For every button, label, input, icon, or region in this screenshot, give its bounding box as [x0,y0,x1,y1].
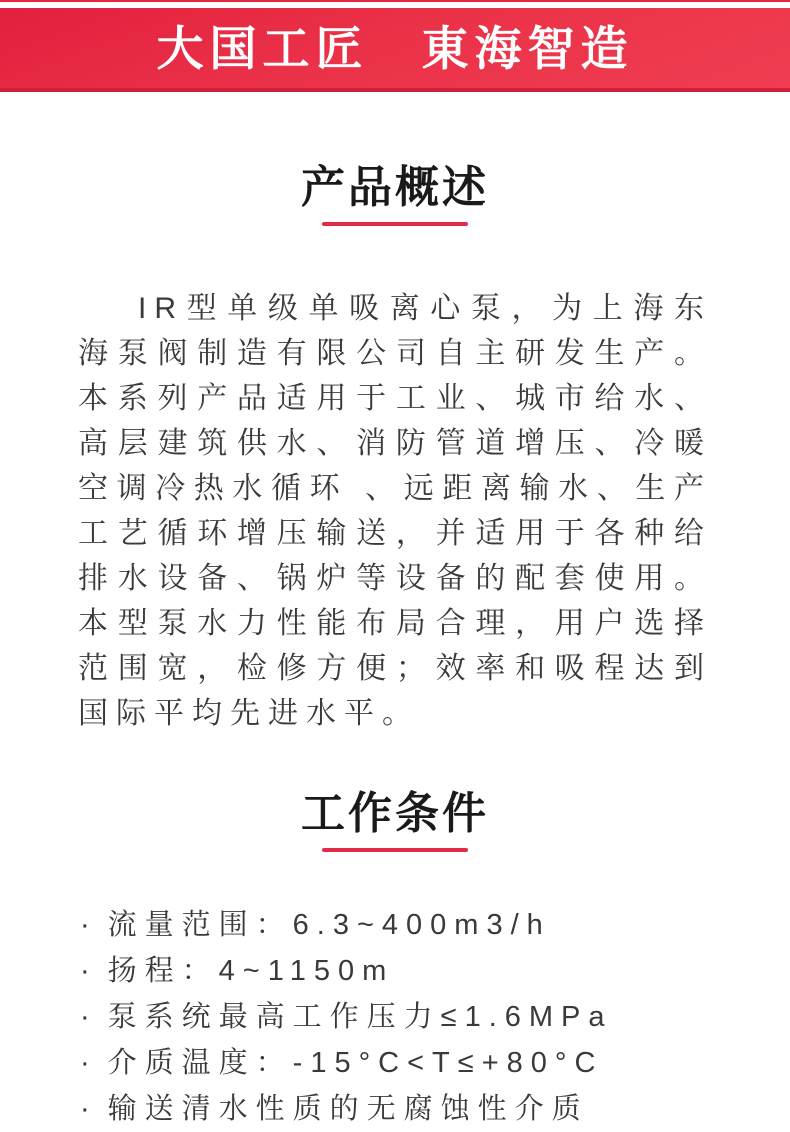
bullet-dot-icon: · [80,1092,98,1125]
list-item [80,902,730,948]
list-item [80,1040,730,1086]
overview-heading-underline [322,222,468,226]
top-accent-line [0,0,790,2]
condition-medium-type: 输送清水性质的无腐蚀性介质 [107,1092,589,1125]
section-product-overview [0,162,790,736]
bullet-dot-icon: · [80,1000,98,1033]
condition-flow-range: 流量范围：6.3~400m3/h [107,908,551,941]
section-working-conditions [0,788,790,1132]
bullet-dot-icon: · [80,908,98,941]
bullet-dot-icon: · [80,954,98,987]
overview-paragraph: IR型单级单吸离心泵，为上海东海泵阀制造有限公司自主研发生产。本系列产品适用于工业、城市给水、高层建筑供水、消防管道增压、冷暖空调冷热水循环 、远距离输水、生产工艺循环增压输送，并适用于各种给排水设备、锅炉等设备的配套使用。本型泵水力性能布局合理，用户选择范围宽，检修方便；效率和吸程达到国际平均先进水平。 [78,291,712,730]
brand-banner [0,8,790,92]
list-item [80,948,730,994]
working-conditions-heading: 工作条件 [301,788,489,838]
list-item [80,1086,730,1132]
banner-title: 大国工匠 東海智造 [156,21,634,75]
overview-heading: 产品概述 [301,163,489,212]
working-conditions-list [80,902,730,1132]
condition-medium-temperature: 介质温度：-15°C<T≤+80°C [107,1046,604,1079]
condition-head: 扬程：4~1150m [107,954,395,987]
list-item [80,994,730,1040]
bullet-dot-icon: · [80,1046,98,1079]
condition-max-pressure: 泵系统最高工作压力≤1.6MPa [107,1000,613,1033]
working-conditions-heading-underline [322,848,468,852]
